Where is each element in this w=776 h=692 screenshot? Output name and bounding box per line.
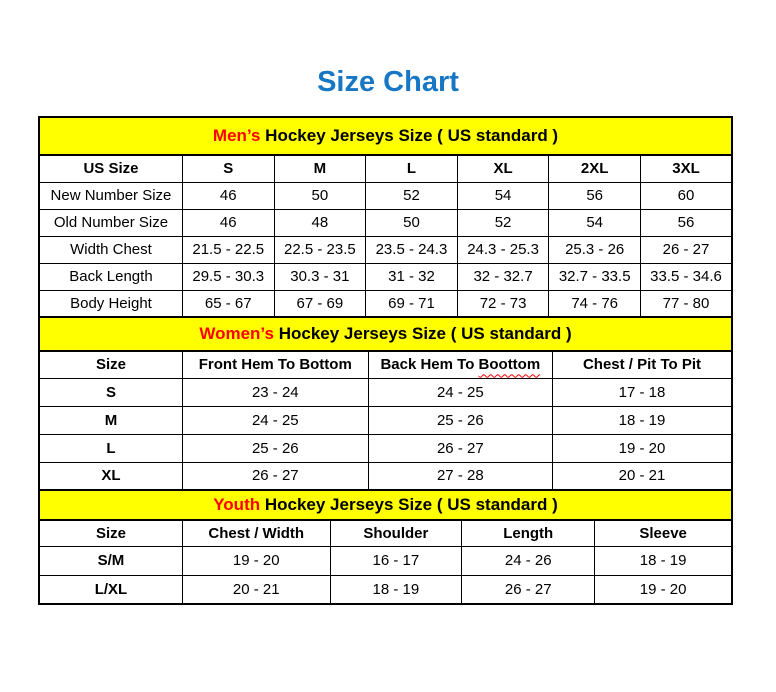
table-row	[39, 209, 732, 236]
row-label: L	[39, 434, 182, 462]
table-row	[39, 462, 732, 490]
table-cell: 74 - 76	[549, 290, 641, 317]
table-row	[39, 378, 732, 406]
table-cell: 20 - 21	[552, 462, 732, 490]
table-cell: 24 - 25	[182, 406, 368, 434]
womens-section-row	[39, 317, 732, 351]
youth-section-highlight: Youth	[213, 495, 261, 514]
table-cell: 18 - 19	[330, 575, 462, 604]
row-label: New Number Size	[39, 182, 182, 209]
column-header: Front Hem To Bottom	[182, 351, 368, 378]
youth-header-row	[39, 520, 732, 546]
table-cell: 77 - 80	[640, 290, 732, 317]
table-cell: 20 - 21	[182, 575, 330, 604]
table-row	[39, 575, 732, 604]
row-label: M	[39, 406, 182, 434]
row-label: Old Number Size	[39, 209, 182, 236]
youth-size-table	[38, 489, 733, 605]
womens-section-highlight: Women’s	[199, 324, 274, 343]
column-header: Shoulder	[330, 520, 462, 546]
youth-section-title-rest: Hockey Jerseys Size ( US standard )	[260, 495, 558, 514]
womens-size-table	[38, 316, 733, 491]
table-row	[39, 434, 732, 462]
table-cell: 54	[457, 182, 549, 209]
table-cell: 50	[274, 182, 366, 209]
table-cell: 32.7 - 33.5	[549, 263, 641, 290]
table-cell: 26 - 27	[462, 575, 595, 604]
row-label: Body Height	[39, 290, 182, 317]
table-cell: 16 - 17	[330, 546, 462, 575]
column-header: Length	[462, 520, 595, 546]
table-cell: 19 - 20	[552, 434, 732, 462]
table-cell: 60	[640, 182, 732, 209]
table-cell: 56	[549, 182, 641, 209]
page-title: Size Chart	[317, 66, 459, 98]
mens-section-row	[39, 117, 732, 155]
row-label: Width Chest	[39, 236, 182, 263]
table-cell: 65 - 67	[182, 290, 274, 317]
table-cell: 30.3 - 31	[274, 263, 366, 290]
table-cell: 18 - 19	[552, 406, 732, 434]
row-label: XL	[39, 462, 182, 490]
mens-section-highlight: Men’s	[212, 126, 261, 145]
table-cell: 23 - 24	[182, 378, 368, 406]
column-header: 2XL	[549, 155, 641, 182]
table-cell: 19 - 20	[182, 546, 330, 575]
row-label: L/XL	[39, 575, 182, 604]
mens-section-header	[39, 117, 732, 155]
table-cell: 46	[182, 182, 274, 209]
table-cell: 69 - 71	[366, 290, 458, 317]
misspelled-header-prefix: Back Hem To	[380, 356, 479, 374]
womens-header-row	[39, 351, 732, 378]
column-header: US Size	[39, 155, 182, 182]
row-label: S/M	[39, 546, 182, 575]
table-cell: 26 - 27	[640, 236, 732, 263]
table-cell: 52	[366, 182, 458, 209]
table-cell: 27 - 28	[368, 462, 552, 490]
table-cell: 26 - 27	[182, 462, 368, 490]
table-row	[39, 236, 732, 263]
table-cell: 56	[640, 209, 732, 236]
mens-size-table	[38, 116, 733, 318]
table-cell: 24 - 26	[462, 546, 595, 575]
table-row	[39, 263, 732, 290]
size-chart-tables	[38, 116, 733, 605]
table-row	[39, 546, 732, 575]
mens-header-row	[39, 155, 732, 182]
table-cell: 26 - 27	[368, 434, 552, 462]
column-header: Size	[39, 520, 182, 546]
youth-section-header	[39, 490, 732, 520]
column-header-misspelled	[368, 351, 552, 378]
table-row	[39, 406, 732, 434]
table-cell: 22.5 - 23.5	[274, 236, 366, 263]
table-cell: 24 - 25	[368, 378, 552, 406]
row-label: S	[39, 378, 182, 406]
table-cell: 25 - 26	[182, 434, 368, 462]
table-cell: 18 - 19	[595, 546, 732, 575]
table-cell: 46	[182, 209, 274, 236]
table-cell: 50	[366, 209, 458, 236]
column-header: XL	[457, 155, 549, 182]
womens-section-header	[39, 317, 732, 351]
table-cell: 48	[274, 209, 366, 236]
column-header: M	[274, 155, 366, 182]
womens-section-title-rest: Hockey Jerseys Size ( US standard )	[273, 324, 572, 343]
table-cell: 67 - 69	[274, 290, 366, 317]
youth-section-row	[39, 490, 732, 520]
table-row	[39, 182, 732, 209]
column-header: Chest / Pit To Pit	[552, 351, 732, 378]
table-row	[39, 290, 732, 317]
table-cell: 23.5 - 24.3	[366, 236, 458, 263]
column-header: S	[182, 155, 274, 182]
column-header: Sleeve	[595, 520, 732, 546]
column-header: Chest / Width	[182, 520, 330, 546]
table-cell: 17 - 18	[552, 378, 732, 406]
row-label: Back Length	[39, 263, 182, 290]
table-cell: 19 - 20	[595, 575, 732, 604]
table-cell: 29.5 - 30.3	[182, 263, 274, 290]
mens-section-title-rest: Hockey Jerseys Size ( US standard )	[260, 126, 559, 145]
table-cell: 21.5 - 22.5	[182, 236, 274, 263]
column-header: 3XL	[640, 155, 732, 182]
table-cell: 33.5 - 34.6	[640, 263, 732, 290]
table-cell: 25.3 - 26	[549, 236, 641, 263]
column-header: L	[366, 155, 458, 182]
table-cell: 52	[457, 209, 549, 236]
table-cell: 25 - 26	[368, 406, 552, 434]
table-cell: 31 - 32	[366, 263, 458, 290]
table-cell: 54	[549, 209, 641, 236]
table-cell: 24.3 - 25.3	[457, 236, 549, 263]
misspelled-word: Boottom	[478, 356, 541, 374]
table-cell: 32 - 32.7	[457, 263, 549, 290]
column-header: Size	[39, 351, 182, 378]
table-cell: 72 - 73	[457, 290, 549, 317]
